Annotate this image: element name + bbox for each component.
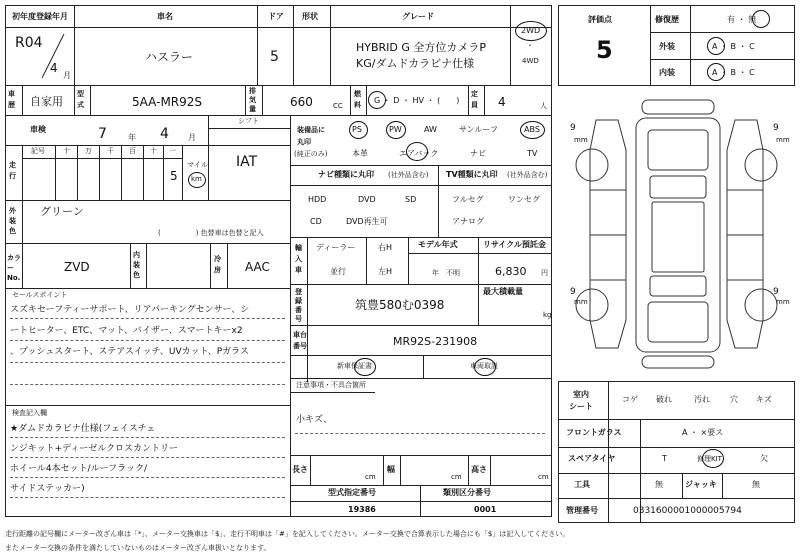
first-reg-month: 4 xyxy=(50,61,58,75)
inspection-year: 7 xyxy=(98,126,107,142)
class-label: 類別区分番号 xyxy=(443,488,491,497)
divider xyxy=(293,5,294,85)
divider xyxy=(163,145,164,200)
tv-sub: (社外品含む) xyxy=(507,171,548,179)
navi-label: ナビ種類に丸印 xyxy=(318,170,374,179)
recycle-unit: 円 xyxy=(541,269,548,277)
divider xyxy=(350,85,351,115)
divider xyxy=(558,498,795,499)
seat-yogore: 汚れ xyxy=(694,395,710,404)
length-unit: cm xyxy=(365,473,376,481)
divider xyxy=(5,115,552,116)
height-unit: cm xyxy=(538,473,549,481)
tire-rr-unit: mm xyxy=(776,298,790,306)
divider xyxy=(290,115,291,517)
class-value: 0001 xyxy=(474,505,497,514)
divider xyxy=(5,243,290,244)
spare-tire-t: T xyxy=(662,454,667,463)
ruled-line xyxy=(10,477,285,478)
sales-point-line-3: 、プッシュスタート、ステアスイッチ、UVカット、Pガラス xyxy=(10,347,249,357)
length-label: 長さ xyxy=(292,465,308,474)
divider xyxy=(650,59,795,60)
divider xyxy=(182,145,183,200)
grade-line2: KG/ダムドカラビナ仕様 xyxy=(356,57,475,70)
score-label: 評価点 xyxy=(588,15,612,24)
divider xyxy=(310,455,311,485)
ac-value: AAC xyxy=(245,260,270,274)
sales-points-label: セールスポイント xyxy=(12,291,68,299)
divider xyxy=(99,145,100,200)
ruled-line xyxy=(295,433,545,434)
spare-tire-none: 欠 xyxy=(760,454,768,463)
tire-fr-unit: mm xyxy=(776,136,790,144)
equipment-label-1: 装備品に xyxy=(297,126,325,134)
tools-value: 無 xyxy=(655,480,663,489)
ruled-line xyxy=(10,362,285,363)
seat-yabure: 破れ xyxy=(656,395,672,404)
divider xyxy=(290,284,552,285)
color-no-value: ZVD xyxy=(64,260,90,274)
drive-dot: ・ xyxy=(526,41,534,50)
drive-4wd: 4WD xyxy=(522,57,539,65)
tire-fr-value: 9 xyxy=(773,123,779,133)
car-tailgate xyxy=(648,302,708,342)
registration-value: 筑豊580む0398 xyxy=(355,298,445,312)
inspection-label: 車検 xyxy=(30,125,46,134)
car-name: ハスラー xyxy=(145,50,194,64)
divider xyxy=(5,145,290,146)
divider xyxy=(146,243,147,288)
interior-seat-label-1: 室内 xyxy=(573,390,589,399)
car-diagram xyxy=(558,90,795,373)
import-parallel: 並行 xyxy=(330,267,346,276)
divider xyxy=(690,5,691,86)
wheel-fl xyxy=(576,149,608,181)
inspector-line-2: ンジキット+ディーゼルクロスカントリー xyxy=(10,444,179,454)
divider xyxy=(74,85,75,115)
max-load-label: 最大積載量 xyxy=(483,287,523,296)
chassis-value: MR92S-231908 xyxy=(393,335,478,348)
inspector-label: 検査記入欄 xyxy=(12,409,47,417)
car-name-label: 車名 xyxy=(157,12,173,21)
inspector-line-1: ★ダムドカラビナ仕様(フェイスチェ xyxy=(10,424,156,434)
doors: 5 xyxy=(270,49,279,65)
car-body-outline xyxy=(636,118,720,352)
divider xyxy=(307,237,308,284)
divider xyxy=(290,165,552,166)
height-label: 高さ xyxy=(471,465,487,474)
divider xyxy=(22,200,23,243)
ruled-line xyxy=(10,497,285,498)
equip-abs: ABS xyxy=(524,125,540,134)
color-note: ( ) 色替車は色替と記入 xyxy=(158,229,264,237)
equip-leather: 本革 xyxy=(352,149,368,158)
divider xyxy=(290,237,552,238)
mileage-header-5: 十 xyxy=(150,147,157,155)
max-load-unit: kg xyxy=(543,311,552,319)
inspector-line-4: サイドステッカー) xyxy=(10,484,85,494)
mileage-header-2: 万 xyxy=(85,147,92,155)
seat-ana: 穴 xyxy=(730,395,738,404)
divider xyxy=(290,455,552,456)
sales-point-line-2: ートヒーター、ETC、マット、バイザー、スマートキーx2 xyxy=(10,326,243,336)
front-glass-label: フロントガラス xyxy=(566,428,622,437)
front-bumper xyxy=(642,100,714,114)
divider xyxy=(478,237,479,284)
divider xyxy=(5,85,552,86)
divider xyxy=(383,455,384,485)
equip-navi: ナビ xyxy=(470,149,486,158)
capacity-value: 4 xyxy=(498,95,506,109)
car-windshield xyxy=(650,176,706,198)
divider xyxy=(420,485,421,517)
import-left-h: 左H xyxy=(378,267,393,276)
mileage-header-4: 百 xyxy=(129,147,136,155)
divider xyxy=(245,85,246,115)
equipment-label-3: (純正のみ) xyxy=(294,150,328,158)
jack-label: ジャッキ xyxy=(685,480,717,489)
car-left-side xyxy=(590,120,626,348)
navi-dvd-play: DVD再生可 xyxy=(346,217,388,226)
divider xyxy=(468,85,469,115)
chassis-label: 車台番号 xyxy=(293,331,307,350)
divider xyxy=(90,85,91,115)
car-roof xyxy=(652,202,704,272)
divider xyxy=(400,455,401,485)
inspection-year-unit: 年 xyxy=(128,133,136,142)
width-label: 幅 xyxy=(387,465,395,474)
mileage-unit-km: km xyxy=(191,175,202,183)
divider xyxy=(290,392,375,393)
interior-options: A ・ B ・ C xyxy=(712,68,755,77)
divider xyxy=(22,145,23,200)
recycle-label: リサイクル預託金 xyxy=(483,240,546,249)
first-reg-era: R04 xyxy=(15,35,43,51)
seat-koge: コゲ xyxy=(622,395,638,404)
grade-line1: HYBRID G 全方位カメラP xyxy=(356,41,487,54)
divider xyxy=(484,85,485,115)
navi-sd: SD xyxy=(405,195,417,204)
tire-fl-unit: mm xyxy=(574,136,588,144)
cc-unit: CC xyxy=(333,102,343,110)
mileage-header-1: 十 xyxy=(63,147,70,155)
registration-label: 登録番号 xyxy=(295,288,302,323)
import-right-h: 右H xyxy=(378,243,393,252)
divider xyxy=(650,5,651,86)
divider xyxy=(558,447,795,448)
divider xyxy=(722,473,723,498)
body-shape-label: 形状 xyxy=(302,12,318,21)
warranty: 新車保証書 xyxy=(337,362,372,370)
type-designation-value: 19386 xyxy=(348,505,376,514)
divider xyxy=(330,5,331,85)
footer-line-1: 走行距離の記号欄にメーター改ざん車は「*」、メーター交換車は「$」、走行不明車は「#」を記入してください。メーター交換で合算表示した場合にも「$」は記入してください。 xyxy=(5,530,570,538)
capacity-label: 定員 xyxy=(471,90,478,109)
ruled-line xyxy=(10,384,285,385)
divider xyxy=(74,5,75,85)
model-year-value: 年 不明 xyxy=(432,269,460,277)
ruled-line xyxy=(10,318,285,319)
shift-value: IAT xyxy=(236,154,258,170)
inspection-month: 4 xyxy=(160,126,169,142)
divider xyxy=(290,185,552,186)
interior-seat-label-2: シート xyxy=(569,402,593,411)
mileage-label: 走行 xyxy=(9,161,16,180)
divider xyxy=(77,145,78,200)
ruled-line xyxy=(10,457,285,458)
divider xyxy=(650,32,795,33)
divider xyxy=(5,405,290,406)
divider xyxy=(558,419,795,420)
divider xyxy=(257,5,258,85)
first-reg-month-unit: 月 xyxy=(63,71,71,80)
seat-kizu: キズ xyxy=(756,395,772,404)
equip-pw: PW xyxy=(389,125,402,134)
exterior-circle xyxy=(707,37,725,55)
tv-analog: アナログ xyxy=(452,217,484,226)
grade-label: グレード xyxy=(402,12,434,21)
divider xyxy=(366,237,367,284)
inspection-month-unit: 月 xyxy=(188,133,196,142)
recycle-value: 6,830 xyxy=(495,265,527,278)
ruled-line xyxy=(10,340,285,341)
spare-tire-label: スペアタイヤ xyxy=(568,454,616,463)
mileage-header-6: 一 xyxy=(169,147,176,155)
color-no-label: カラーNo. xyxy=(7,254,21,282)
equip-aw: AW xyxy=(424,125,437,134)
control-no-label: 管理番号 xyxy=(566,506,598,515)
fuel-circle xyxy=(368,91,386,109)
navi-cd: CD xyxy=(310,217,322,226)
divider xyxy=(290,355,552,356)
model-label: 型式 xyxy=(77,90,84,109)
mileage-value: 5 xyxy=(170,169,178,183)
tv-label: TV種類に丸印 xyxy=(446,170,498,179)
divider xyxy=(290,485,552,486)
manual: 車両取説 xyxy=(470,362,498,370)
notes-label: 注意事項・不具合箇所 xyxy=(296,381,366,389)
usage-value: 自家用 xyxy=(30,95,63,108)
notes-value: 小キズ、 xyxy=(296,415,333,425)
equip-airbag: エアバック xyxy=(399,149,439,158)
type-designation-label: 型式指定番号 xyxy=(328,488,376,497)
car-right-side xyxy=(727,120,763,348)
divider xyxy=(5,288,290,289)
color-label: 外装色 xyxy=(9,207,16,235)
control-no-value: 0331600001000005794 xyxy=(633,506,742,516)
divider xyxy=(478,284,479,325)
model-value: 5AA-MR92S xyxy=(132,95,203,109)
divider xyxy=(208,128,290,129)
displacement-label: 排気量 xyxy=(249,87,256,113)
interior-label: 内装 xyxy=(659,68,675,77)
first-reg-label: 初年度登録年月 xyxy=(12,12,68,21)
spare-tire-kit: 修理KIT xyxy=(697,455,722,463)
tire-rl-unit: mm xyxy=(574,298,588,306)
divider xyxy=(210,243,211,288)
divider xyxy=(55,145,56,200)
divider xyxy=(408,253,552,254)
divider xyxy=(290,501,552,502)
tv-fullseg: フルセグ xyxy=(452,195,484,204)
exterior-label: 外装 xyxy=(659,42,675,51)
tire-rl-value: 9 xyxy=(570,287,576,297)
divider xyxy=(468,455,469,485)
spare-kit-circle xyxy=(702,449,724,468)
divider xyxy=(558,473,795,474)
navi-sub: (社外品含む) xyxy=(388,171,429,179)
car-rear-glass xyxy=(650,276,706,296)
tools-label: 工具 xyxy=(574,480,590,489)
drive-2wd: 2WD xyxy=(521,26,541,35)
equip-sunroof: サンルーフ xyxy=(459,125,498,134)
color-value: グリーン xyxy=(40,205,84,218)
divider xyxy=(290,325,552,326)
usage-label: 車歴 xyxy=(8,90,15,109)
repair-label: 修復歴 xyxy=(655,15,679,24)
inspector-line-3: ホイール4本セット/ルーフラック/ xyxy=(10,464,147,474)
doors-label: ドア xyxy=(268,12,284,21)
divider xyxy=(5,200,290,201)
divider xyxy=(22,243,23,288)
tire-rr-value: 9 xyxy=(773,287,779,297)
fuel-options: G ・ D ・ HV ・ ( ) xyxy=(374,96,460,105)
interior-color-label: 内装色 xyxy=(133,251,140,279)
equipment-label-2: 丸印 xyxy=(297,138,311,146)
score-value: 5 xyxy=(596,36,613,64)
footer-line-2: またメーター交換の条件を満たしていないものはメーター改ざん車扱いとなります。 xyxy=(5,544,271,552)
divider xyxy=(423,355,424,378)
model-year-label: モデル年式 xyxy=(418,240,458,249)
divider xyxy=(290,378,552,379)
mileage-unit-mile: マイル xyxy=(187,161,208,169)
front-glass-options: A ・ ×要ス xyxy=(682,428,724,437)
mileage-header-0: 記号 xyxy=(31,147,45,155)
car-hood xyxy=(648,130,708,170)
width-unit: cm xyxy=(451,473,462,481)
divider xyxy=(22,158,182,159)
divider xyxy=(682,473,683,498)
repair-circle xyxy=(752,10,770,28)
wheel-fr xyxy=(745,149,777,181)
shift-label: シフト xyxy=(238,117,259,125)
repair-options: 有 ・ 無 xyxy=(727,15,757,24)
import-dealer: ディーラー xyxy=(316,243,356,252)
exterior-options: A ・ B ・ C xyxy=(712,42,755,51)
sales-point-line-1: スズキセーフティーサポート、リアパーキングセンサー、シ xyxy=(10,305,250,315)
navi-dvd: DVD xyxy=(358,195,376,204)
divider xyxy=(262,85,263,115)
divider xyxy=(227,243,228,288)
divider xyxy=(22,85,23,115)
ac-label: 冷房 xyxy=(214,255,221,274)
divider xyxy=(307,284,308,382)
divider xyxy=(143,145,144,200)
divider xyxy=(408,237,409,284)
tire-fl-value: 9 xyxy=(570,123,576,133)
divider xyxy=(608,381,609,523)
divider xyxy=(366,85,367,115)
navi-hdd: HDD xyxy=(308,195,327,204)
ruled-line xyxy=(10,437,285,438)
rear-bumper xyxy=(642,356,714,368)
interior-circle xyxy=(707,63,725,81)
divider xyxy=(130,243,131,288)
divider xyxy=(510,5,511,85)
capacity-unit: 人 xyxy=(540,102,547,110)
equip-tv: TV xyxy=(527,149,538,158)
divider xyxy=(438,165,439,237)
equip-ps: PS xyxy=(352,125,362,134)
displacement-value: 660 xyxy=(290,95,313,109)
mileage-header-3: 千 xyxy=(107,147,114,155)
tv-oneseg: ワンセグ xyxy=(508,195,540,204)
jack-value: 無 xyxy=(752,480,760,489)
divider xyxy=(490,455,491,485)
fuel-label: 燃料 xyxy=(354,90,361,109)
divider xyxy=(5,27,552,28)
divider xyxy=(121,145,122,200)
import-label: 輸入車 xyxy=(295,244,302,274)
